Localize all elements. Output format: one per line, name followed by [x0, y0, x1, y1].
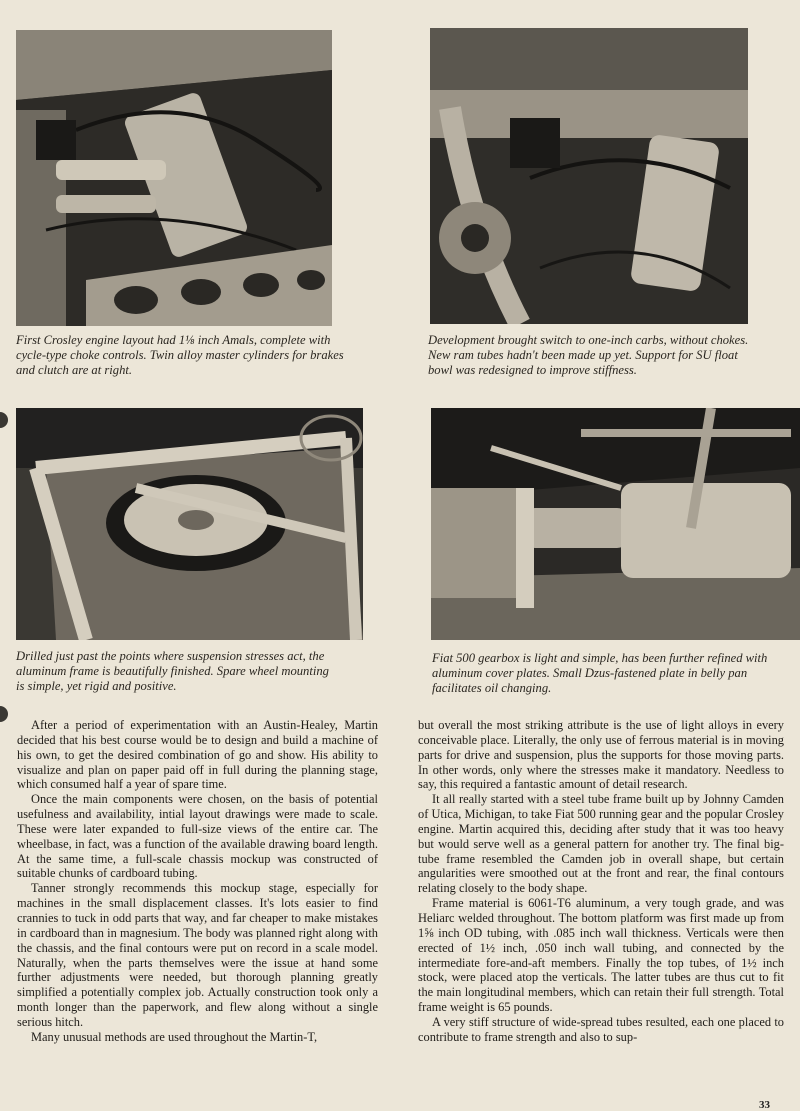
- paragraph: Frame material is 6061-T6 aluminum, a very tough grade, and was Heliarc welded throughout. The bottom platform was first made up from 1⅝ inch OD tubing, with .085 inch wall thickness. Verticals were then erected of 1½ inch, .050 inch wall tubing, and connected by the intermediate fore-and-aft members. Finally the top tubes, of 1½ inch stock, were placed atop the verticals. The latter tubes are thus cut to fit the main longitudinal members, which can retain their full strength. Total frame weight is 65 pounds.: [418, 896, 784, 1015]
- body-column-right: [418, 718, 784, 1045]
- caption-frame: Drilled just past the points where suspension stresses act, the aluminum frame is beautifully finished. Spare wheel mounting is simple, yet rigid and positive.: [16, 649, 329, 693]
- caption-development: Development brought switch to one-inch carbs, without chokes. New ram tubes hadn't been made up yet. Support for SU float bowl was redesigned to improve stiffness.: [428, 333, 749, 377]
- photo-engine-development: [430, 28, 748, 324]
- photo-frame-spare-wheel: [16, 408, 363, 640]
- paragraph: Once the main components were chosen, on the basis of potential usefulness and availability, intial layout drawings were made to scale. These were later expanded to full-size views of the entire car. The wheelbase, in fact, was a function of the available drawing board length. At the same time, a full-scale chassis mockup was constructed of suitable chunks of cardboard tubing.: [17, 792, 378, 881]
- paragraph: but overall the most striking attribute is the use of light alloys in every conceivable place. Literally, the only use of ferrous material is in moving parts for drive and suspension, plus the supports for those moving parts. In other words, only where the stresses make it mandatory. Needless to say, this required a fantastic amount of detail research.: [418, 718, 784, 792]
- photo-fiat-gearbox: [431, 408, 800, 640]
- binder-hole: [0, 706, 8, 722]
- binder-hole: [0, 412, 8, 428]
- body-column-left: [17, 718, 378, 1045]
- paragraph: After a period of experimentation with an Austin-Healey, Martin decided that his best course would be to design and build a machine of his own, to get the desired combination of go and show. His ability to visualize and plan on paper paid off in full during the planning stage, which consumed half a year of spare time.: [17, 718, 378, 792]
- paragraph: A very stiff structure of wide-spread tubes resulted, each one placed to contribute to frame strength and also to sup-: [418, 1014, 784, 1044]
- caption-first-layout: First Crosley engine layout had 1⅛ inch Amals, complete with cycle-type choke controls. Twin alloy master cylinders for brakes and clutch are at right.: [16, 333, 344, 377]
- paragraph: Many unusual methods are used throughout the Martin-T,: [31, 1029, 318, 1044]
- paragraph: Tanner strongly recommends this mockup stage, especially for machines in the small displacement classes. It's lots easier to find crannies to tuck in odd parts that way, and far cheaper to make mistakes in cardboard than in magnesium. The body was planned right along with the chassis, and the final contours were put on record in a scale model. Naturally, when the parts themselves were the issue at hand some further adjustments were needed, but thorough planning greatly simplified a potentially complex job. Actually construction took only a month longer than the paperwork, and flew along without a single serious hitch.: [17, 881, 378, 1029]
- paragraph: It all really started with a steel tube frame built up by Johnny Camden of Utica, Michigan, to take Fiat 500 running gear and the popular Crosley engine. Martin acquired this, deciding after study that it was too heavy but would serve well as a general pattern for another try. The final big-tube frame resembled the Camden job in overall shape, but certain angularities were smoothed out at the front and rear, the final contours relating closely to the body shape.: [418, 792, 784, 896]
- caption-gearbox: Fiat 500 gearbox is light and simple, has been further refined with aluminum cover plates. Small Dzus-fastened plate in belly pan facilitates oil changing.: [432, 651, 768, 695]
- photo-crosley-engine-first-layout: [16, 30, 332, 326]
- page-number: 33: [759, 1099, 770, 1111]
